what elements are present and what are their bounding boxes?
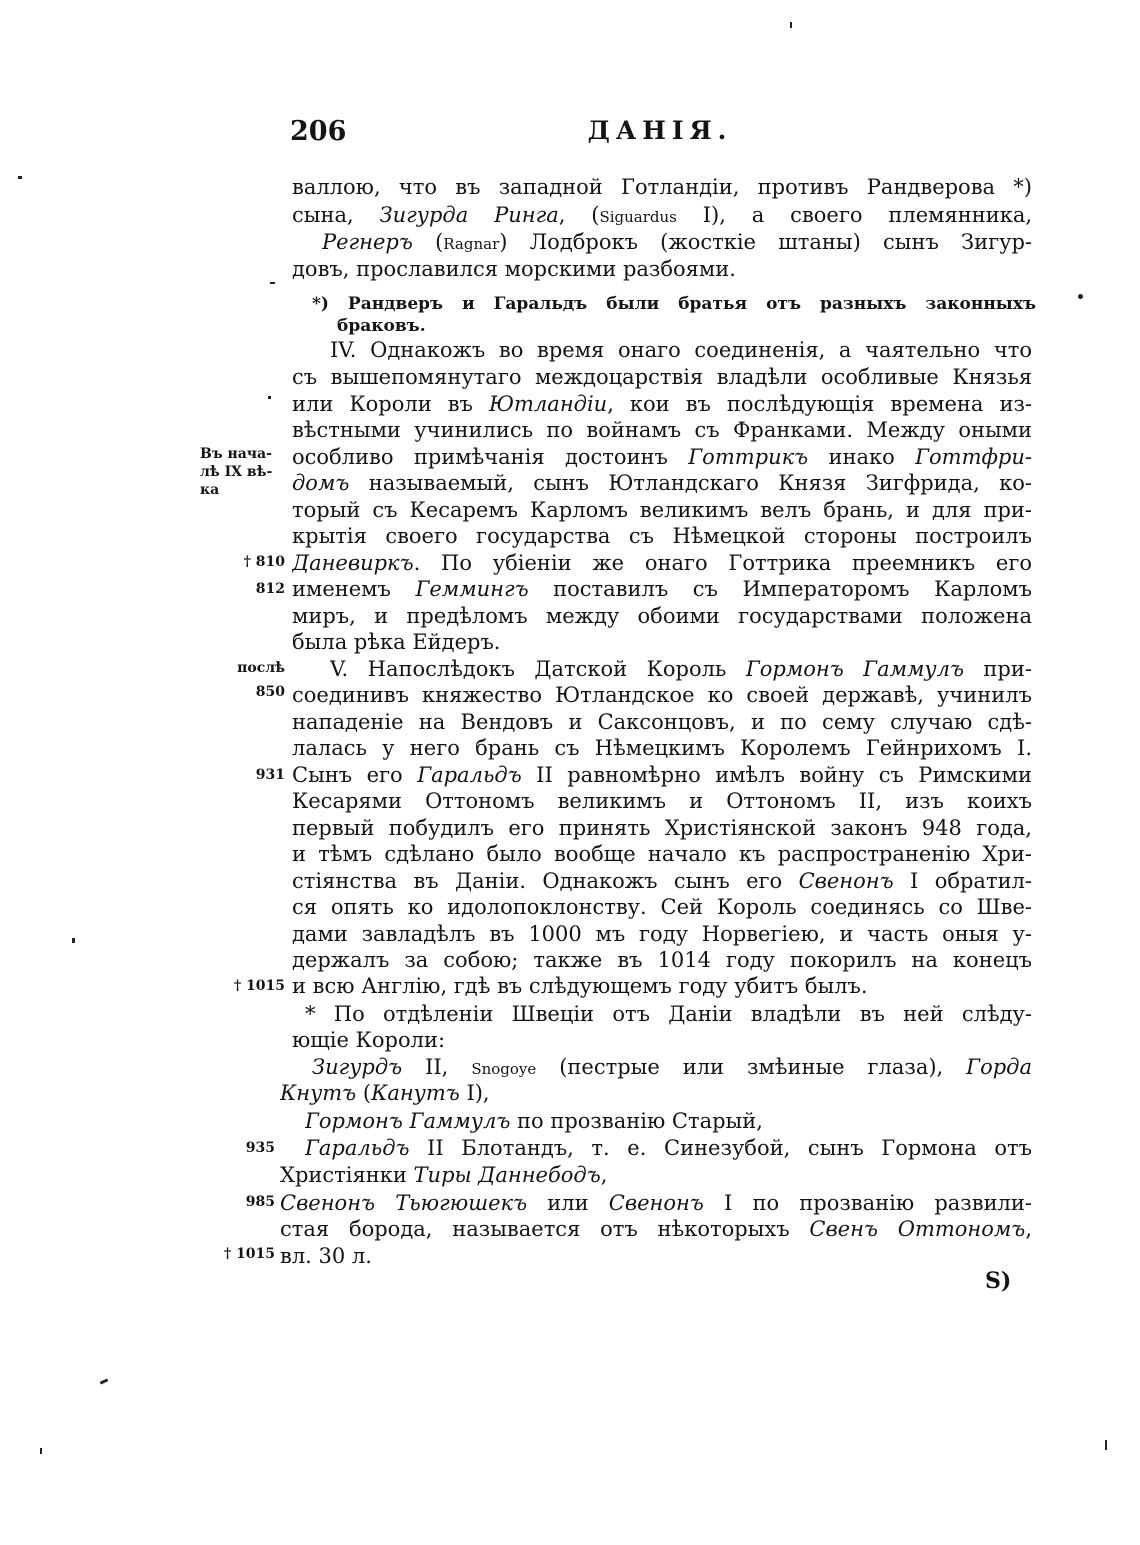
text-segment: съ вышепомянутаго междоцарствія владѣли особливые Князья <box>292 365 1032 389</box>
text-segment: , кои въ послѣдующія времена из- <box>607 392 1032 416</box>
text-line <box>292 787 1032 815</box>
text-line <box>292 761 1032 789</box>
text-segment: инако <box>808 445 916 469</box>
text-line <box>292 920 1032 948</box>
text-segment: Регнеръ <box>322 230 413 254</box>
text-segment: валлою, что въ западной Готландіи, противъ Рандверова *) <box>292 175 1032 199</box>
text-line <box>292 681 1032 709</box>
text-line <box>292 867 1032 895</box>
text-segment: вѣстными учинились по войнамъ съ Франками. Между оными <box>292 418 1032 442</box>
text-segment: и всю Англію, гдѣ въ слѣдующемъ году убитъ былъ. <box>292 974 868 998</box>
margin-note-1015-a: † 1015 <box>233 978 285 994</box>
text-segment: поставилъ съ Императоромъ Карломъ <box>528 577 1032 601</box>
text-line <box>292 469 1032 497</box>
text-segment: Snogoye <box>471 1060 537 1078</box>
text-segment: или Короли въ <box>292 392 489 416</box>
text-segment: Готтфри- <box>915 445 1032 469</box>
text-segment: Готтрикъ <box>688 445 809 469</box>
text-segment: называемый, сынъ Ютландскаго Князя Зигфрида, ко- <box>349 471 1032 495</box>
scan-speck <box>1078 294 1083 299</box>
text-segment: Свенъ Оттономъ <box>809 1217 1026 1241</box>
text-line <box>292 628 1032 656</box>
text-line <box>280 1215 1032 1243</box>
text-line <box>292 946 1032 974</box>
text-line <box>292 390 1032 418</box>
text-segment: Кнутъ <box>280 1081 357 1105</box>
margin-note-931: 931 <box>255 767 285 783</box>
text-line <box>292 549 1032 577</box>
text-segment: нападеніе на Вендовъ и Саксонцовъ, и по сему случаю сдѣ- <box>292 710 1032 734</box>
text-segment: ( <box>356 1081 372 1105</box>
text-line <box>305 1000 1032 1028</box>
text-segment: особливо примѣчанія достоинъ <box>292 445 689 469</box>
text-segment: Христіянки <box>280 1163 414 1187</box>
text-segment: соединивъ княжество Ютландское ко своей державѣ, учинилъ <box>292 683 1032 707</box>
text-segment: * По отдѣленіи Швеціи отъ Даніи владѣли въ ней слѣду- <box>305 1002 1032 1026</box>
margin-note-985: 985 <box>245 1194 275 1210</box>
text-segment: I по прозванію развили- <box>703 1191 1032 1215</box>
text-segment: стая борода, называется отъ нѣкоторыхъ <box>280 1217 810 1241</box>
text-segment: дами завладѣлъ въ 1000 мъ году Норвегіею, и часть оныя у- <box>292 922 1032 946</box>
text-segment: ся опять ко идолопоклонству. Сей Король соединясь со Шве- <box>292 895 1032 919</box>
text-segment: Ютландіи <box>488 392 608 416</box>
text-segment: домъ <box>292 471 350 495</box>
text-segment: лалась у него брань съ Нѣмецкимъ Королемъ Гейнрихомъ I. <box>292 736 1032 760</box>
text-segment: IV. Однакожъ во время онаго соединенія, а чаятельно что <box>330 338 1032 362</box>
text-segment: II равномѣрно имѣлъ войну съ Римскими <box>521 763 1032 787</box>
text-segment: именемъ <box>292 577 416 601</box>
text-line <box>330 336 1032 364</box>
text-line <box>292 575 1032 603</box>
text-segment: (пестрые или змѣиные глаза), <box>536 1055 967 1079</box>
text-segment: Кесарями Оттономъ великимъ и Оттономъ II, изъ коихъ <box>292 789 1032 813</box>
scan-speck <box>18 176 22 179</box>
text-segment: I), <box>459 1081 490 1105</box>
page-header <box>290 116 1030 156</box>
text-segment: ( <box>412 230 444 254</box>
text-segment: , <box>600 1163 608 1187</box>
text-line <box>292 734 1032 762</box>
text-segment: Siguardus <box>599 208 677 226</box>
text-segment: и тѣмъ сдѣлано было вообще начало къ распространенію Хри- <box>292 842 1032 866</box>
text-segment: Зигурдъ <box>312 1055 403 1079</box>
text-segment: II, <box>402 1055 472 1079</box>
margin-note-1015-b: † 1015 <box>223 1246 275 1262</box>
text-segment: , <box>1025 1217 1032 1241</box>
text-segment: *) Рандверъ и Гаральдъ были братья отъ разныхъ законныхъ <box>312 294 1036 314</box>
text-segment: Свенонъ <box>798 869 894 893</box>
text-line <box>292 840 1032 868</box>
text-line <box>292 893 1032 921</box>
text-segment: вл. 30 л. <box>280 1244 372 1268</box>
text-segment: была рѣка Ейдеръ. <box>292 630 501 654</box>
text-line <box>292 496 1032 524</box>
text-line <box>292 201 1032 229</box>
text-segment: при- <box>963 657 1032 681</box>
margin-note-812: 812 <box>255 581 285 597</box>
text-line <box>305 1134 1032 1162</box>
text-segment: довъ, прославился морскими разбоями. <box>292 257 736 281</box>
text-line <box>305 1107 1032 1135</box>
text-line <box>292 814 1032 842</box>
text-segment: Даневиркъ <box>292 551 414 575</box>
text-segment: Геммингъ <box>415 577 529 601</box>
catchword: S) <box>985 1268 1012 1294</box>
text-segment: Гаральдъ <box>305 1136 410 1160</box>
text-segment: Горда <box>966 1055 1032 1079</box>
text-line <box>280 1189 1032 1217</box>
text-segment: по прозванію Старый, <box>510 1109 763 1133</box>
margin-note-810: † 810 <box>243 554 285 570</box>
text-segment: миръ, и предѣломъ между обоими государствами положена <box>292 604 1032 628</box>
text-segment: ющіе Короли: <box>292 1028 446 1052</box>
scan-speck <box>790 22 792 28</box>
text-line <box>292 416 1032 444</box>
text-segment: Свенонъ <box>608 1191 704 1215</box>
text-segment: стіянства въ Даніи. Однакожъ сынъ его <box>292 869 799 893</box>
scan-speck <box>100 1378 109 1384</box>
text-segment: браковъ. <box>337 316 426 336</box>
scan-speck <box>1105 1440 1107 1450</box>
page-number: 206 <box>290 116 347 147</box>
margin-note-935: 935 <box>245 1140 275 1156</box>
text-segment: Зигурда Ринга <box>379 203 559 227</box>
text-line <box>292 972 1032 1000</box>
text-line <box>330 655 1032 683</box>
margin-note-century-1: Въ нача- <box>200 446 272 462</box>
margin-note-century-3: ка <box>200 482 220 498</box>
text-line <box>292 363 1032 391</box>
scan-speck <box>40 1448 42 1454</box>
text-segment: I обратил- <box>893 869 1032 893</box>
text-line <box>322 228 1032 256</box>
text-line <box>292 708 1032 736</box>
text-line <box>292 522 1032 550</box>
margin-note-850: 850 <box>255 684 285 700</box>
text-line <box>292 1026 1032 1054</box>
text-segment: Гормонъ Гаммулъ <box>305 1109 511 1133</box>
text-segment: . По убіеніи же онаго Готтрика преемникъ его <box>413 551 1032 575</box>
text-segment: держалъ за собою; также въ 1014 году покорилъ на конецъ <box>292 948 1032 972</box>
text-segment: или <box>527 1191 609 1215</box>
text-segment: V. Напослѣдокъ Датской Король <box>330 657 746 681</box>
text-segment: Гормонъ Гаммулъ <box>745 657 964 681</box>
text-segment: , ( <box>558 203 600 227</box>
text-segment: II Блотандъ, т. е. Синезубой, сынъ Гормона отъ <box>409 1136 1032 1160</box>
margin-note-century-2: лѣ IX вѣ- <box>200 464 273 480</box>
text-segment: ) Лодброкъ (жосткіе штаны) сынъ Зигур- <box>499 230 1032 254</box>
text-line <box>280 1242 1032 1270</box>
running-head: ДАНІЯ. <box>587 116 733 145</box>
text-line <box>280 1079 1032 1107</box>
text-segment: сына, <box>292 203 380 227</box>
text-segment: Свенонъ Тьюгюшекъ <box>280 1191 528 1215</box>
text-line <box>292 602 1032 630</box>
text-line <box>280 1161 1032 1189</box>
text-segment: Сынъ его <box>292 763 418 787</box>
text-segment: Ragnar <box>443 235 500 253</box>
text-segment: первый побудилъ его принять Христіянской законъ 948 года, <box>292 816 1032 840</box>
margin-note-after: послѣ <box>237 660 285 676</box>
text-line <box>292 443 1032 471</box>
text-segment: Гаральдъ <box>417 763 522 787</box>
text-segment: Тиры Даннебодъ <box>413 1163 601 1187</box>
text-segment: I), а своего племянника, <box>676 203 1032 227</box>
text-line <box>292 255 1032 283</box>
scan-speck <box>72 938 75 943</box>
text-line <box>312 1053 1032 1081</box>
scan-speck <box>268 396 271 399</box>
text-segment: торый съ Кесаремъ Карломъ великимъ велъ брань, и для при- <box>292 498 1032 522</box>
text-segment: крытія своего государства съ Нѣмецкой стороны построилъ <box>292 524 1032 548</box>
text-segment: Канутъ <box>371 1081 460 1105</box>
text-line <box>292 173 1032 201</box>
scan-speck <box>270 282 275 284</box>
